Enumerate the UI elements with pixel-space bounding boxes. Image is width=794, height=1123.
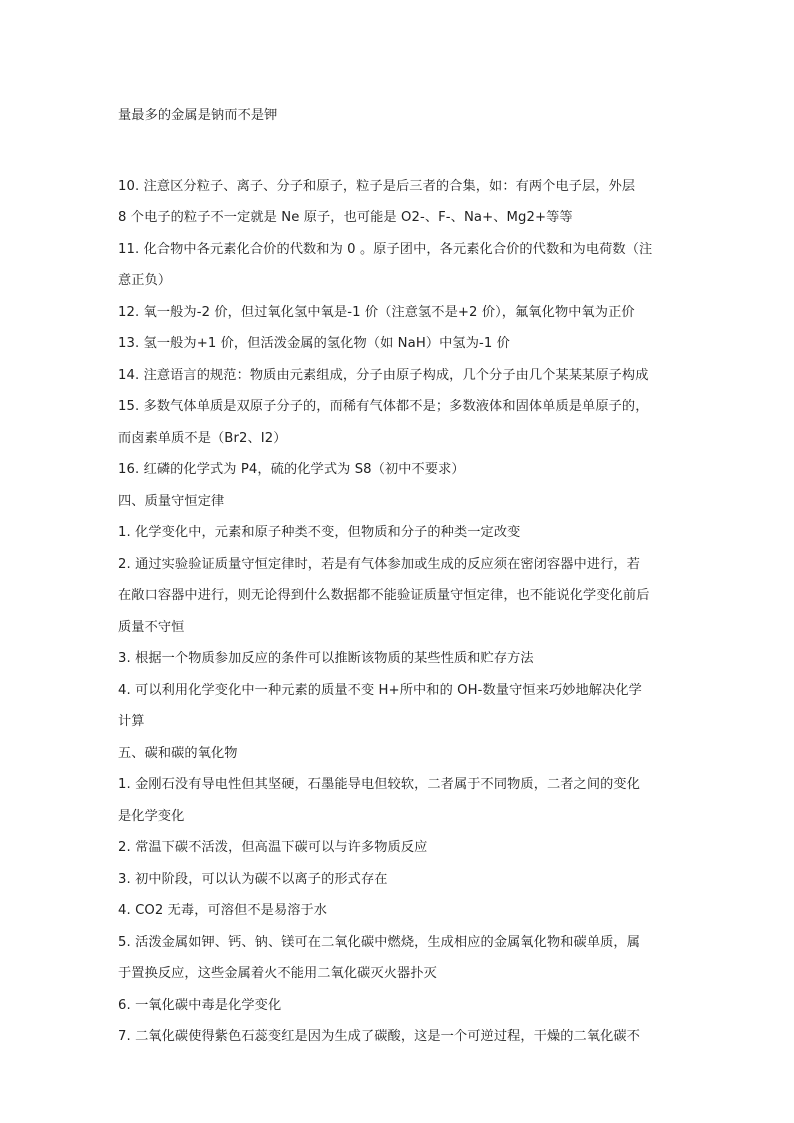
text-line: 11. 化合物中各元素化合价的代数和为 0 。原子团中，各元素化合价的代数和为电荷数（注 (118, 241, 653, 257)
text-line: 2. 通过实验验证质量守恒定律时，若是有气体参加或生成的反应须在密闭容器中进行，若 (118, 556, 640, 572)
text-line: 16. 红磷的化学式为 P4，硫的化学式为 S8（初中不要求） (118, 462, 465, 477)
text-line: 10. 注意区分粒子、离子、分子和原子，粒子是后三者的合集，如：有两个电子层，外层 (118, 178, 636, 194)
text-line: 1. 化学变化中，元素和原子种类不变，但物质和分子的种类一定改变 (118, 525, 521, 540)
text-line: 4. 可以利用化学变化中一种元素的质量不变 H+所中和的 OH-数量守恒来巧妙地解决化学 (118, 682, 642, 698)
section-heading: 四、质量守恒定律 (118, 493, 225, 509)
text-line: 是化学变化 (118, 808, 185, 824)
text-line: 2. 常温下碳不活泼，但高温下碳可以与许多物质反应 (118, 840, 428, 855)
text-line: 6. 一氧化碳中毒是化学变化 (118, 997, 282, 1013)
text-line: 意正负） (118, 273, 172, 288)
text-line: 15. 多数气体单质是双原子分子的，而稀有气体都不是；多数液体和固体单质是单原子的， (118, 399, 649, 414)
text-line: 在敞口容器中进行，则无论得到什么数据都不能验证质量守恒定律，也不能说化学变化前后 (118, 588, 650, 603)
document-content (118, 100, 678, 1053)
text-line: 13. 氢一般为+1 价，但活泼金属的氢化物（如 NaH）中氢为-1 价 (118, 336, 510, 351)
text-line: 质量不守恒 (118, 619, 185, 635)
text-line: 1. 金刚石没有导电性但其坚硬，石墨能导电但较软，二者属于不同物质，二者之间的变化 (118, 777, 640, 792)
section-heading: 五、碳和碳的氧化物 (118, 745, 238, 761)
text-line: 3. 初中阶段，可以认为碳不以离子的形式存在 (118, 871, 388, 887)
text-line: 8 个电子的粒子不一定就是 Ne 原子，也可能是 O2-、F-、Na+、Mg2+等等 (118, 210, 573, 225)
text-line: 12. 氧一般为-2 价，但过氧化氢中氧是-1 价（注意氢不是+2 价），氟氧化物中氧为正价 (118, 304, 635, 320)
text-line: 7. 二氧化碳使得紫色石蕊变红是因为生成了碳酸，这是一个可逆过程，干燥的二氧化碳不 (118, 1029, 640, 1044)
text-line: 5. 活泼金属如钾、钙、钠、镁可在二氧化碳中燃烧，生成相应的金属氧化物和碳单质，属 (118, 934, 640, 950)
text-line: 而卤素单质不是（Br2、I2） (118, 430, 287, 446)
text-line: 4. CO2 无毒，可溶但不是易溶于水 (118, 903, 328, 918)
paragraph-gap (118, 132, 678, 171)
text-line: 于置换反应，这些金属着火不能用二氧化碳灭火器扑灭 (118, 966, 437, 981)
text-line: 14. 注意语言的规范：物质由元素组成，分子由原子构成，几个分子由几个某某某原子构成 (118, 367, 649, 383)
text-line: 计算 (118, 714, 145, 729)
text-line: 量最多的金属是钠而不是钾 (118, 108, 278, 123)
text-line: 3. 根据一个物质参加反应的条件可以推断该物质的某些性质和贮存方法 (118, 651, 534, 666)
